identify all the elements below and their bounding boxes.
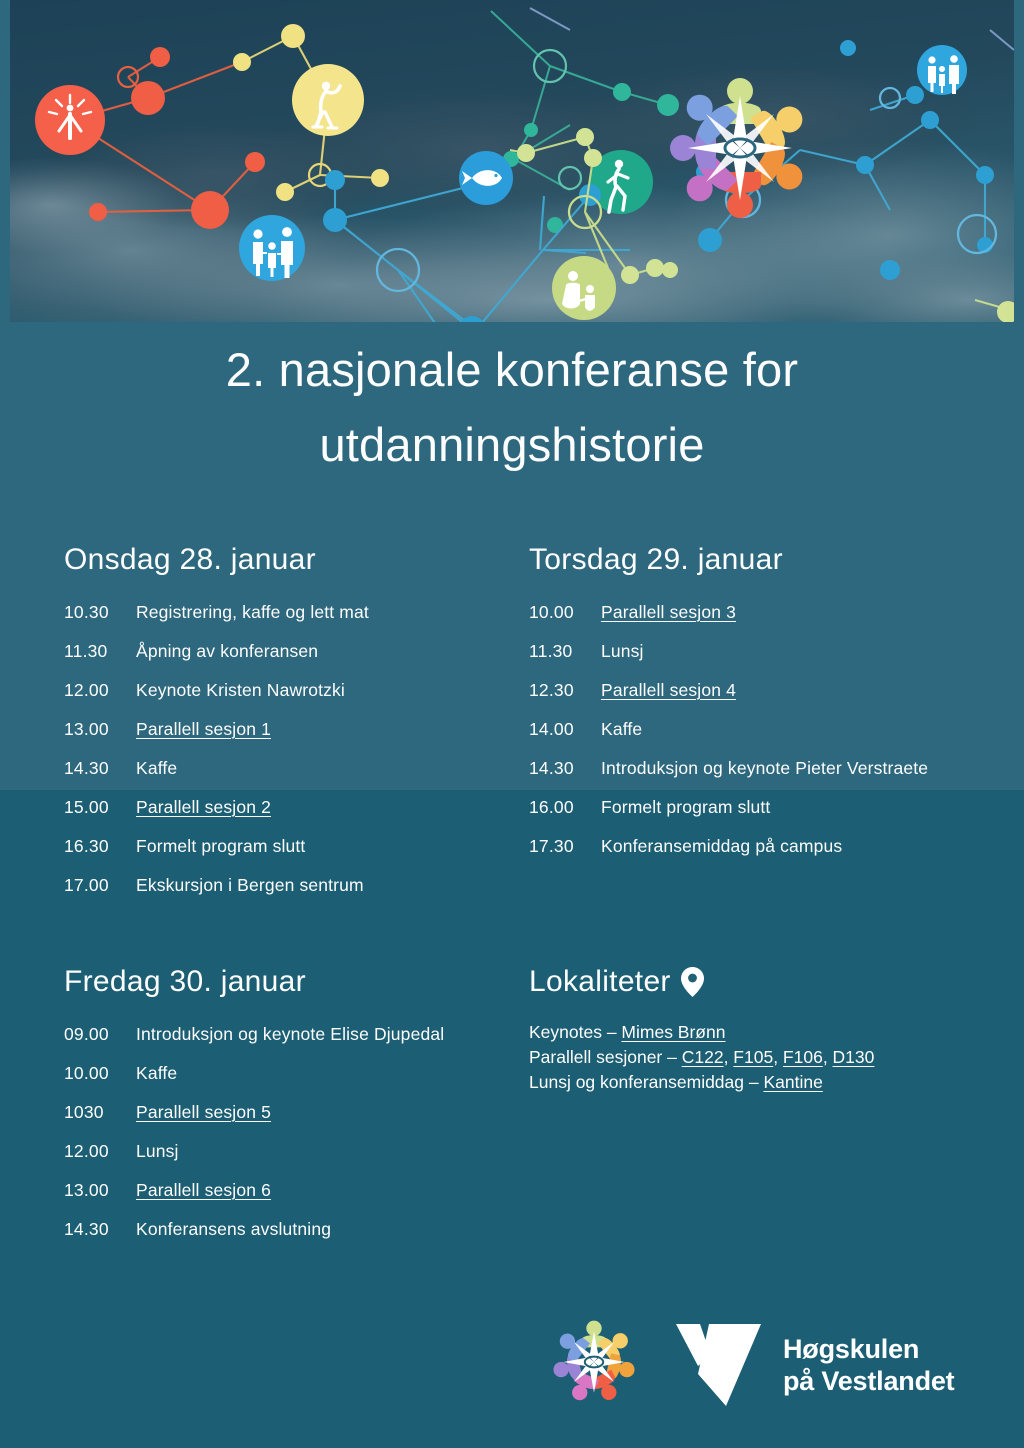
location-venue-link[interactable]: D130 <box>832 1047 875 1067</box>
hvl-v-logo-icon <box>676 1318 761 1411</box>
schedule-time: 13.00 <box>64 1180 109 1200</box>
schedule-row <box>64 1180 514 1200</box>
schedule-session-link[interactable]: Parallell sesjon 4 <box>601 680 736 700</box>
schedule-row <box>529 758 999 778</box>
hvl-logo-lockup <box>676 1318 954 1411</box>
footer-logos <box>548 1316 954 1413</box>
location-line <box>529 1070 999 1095</box>
schedule-entry-label: Kaffe <box>136 1063 178 1083</box>
schedule-list-thursday <box>529 602 999 856</box>
location-venue-link[interactable]: F106 <box>782 1047 823 1067</box>
schedule-row <box>529 641 999 661</box>
schedule-session-link[interactable]: Parallell sesjon 3 <box>601 602 736 622</box>
schedule-row <box>64 1219 514 1239</box>
schedule-row <box>64 836 514 856</box>
schedule-row <box>64 758 514 778</box>
schedule-session-link[interactable]: Parallell sesjon 6 <box>136 1180 271 1200</box>
schedule-session-link[interactable]: Parallell sesjon 2 <box>136 797 271 817</box>
day-title-friday: Fredag 30. januar <box>64 965 306 998</box>
schedule-row <box>64 1063 514 1083</box>
schedule-row <box>64 1024 514 1044</box>
day-title-wednesday: Onsdag 28. januar <box>64 543 316 576</box>
location-separator: , <box>723 1047 734 1067</box>
schedule-row <box>529 836 999 856</box>
locations-lines <box>529 1020 999 1095</box>
schedule-row <box>64 602 514 622</box>
schedule-row <box>64 719 514 739</box>
location-label: Keynotes – <box>529 1022 622 1042</box>
page-title <box>0 332 1024 482</box>
hvl-wordmark <box>783 1333 954 1397</box>
day-column-wednesday <box>64 543 514 914</box>
schedule-row <box>529 719 999 739</box>
locations-section <box>529 965 999 1095</box>
schedule-entry-label: Formelt program slutt <box>601 797 771 817</box>
schedule-time: 17.00 <box>64 875 109 895</box>
conference-compass-logo-icon <box>548 1316 640 1413</box>
schedule-time: 11.30 <box>64 641 108 661</box>
schedule-row <box>64 1141 514 1161</box>
schedule-entry-label: Lunsj <box>136 1141 179 1161</box>
locations-title-row <box>529 965 999 998</box>
schedule-row <box>64 797 514 817</box>
schedule-entry-label: Konferansens avslutning <box>136 1219 332 1239</box>
schedule-time: 14.30 <box>64 758 109 778</box>
schedule-time: 14.30 <box>64 1219 109 1239</box>
schedule-time: 10.30 <box>64 602 109 622</box>
schedule-entry-label: Lunsj <box>601 641 644 661</box>
schedule-entry-label: Registrering, kaffe og lett mat <box>136 602 369 622</box>
location-venue-link[interactable]: Kantine <box>763 1072 823 1092</box>
schedule-entry-label: Formelt program slutt <box>136 836 306 856</box>
schedule-entry-label: Kaffe <box>601 719 643 739</box>
schedule-time: 12.30 <box>529 680 574 700</box>
schedule-time: 09.00 <box>64 1024 109 1044</box>
schedule-entry-label: Åpning av konferansen <box>136 641 319 661</box>
day-column-thursday <box>529 543 999 875</box>
schedule-row <box>64 641 514 661</box>
day-title-thursday: Torsdag 29. januar <box>529 543 783 576</box>
schedule-row <box>64 1102 514 1122</box>
schedule-time: 11.30 <box>529 641 573 661</box>
schedule-entry-label: Introduksjon og keynote Elise Djupedal <box>136 1024 445 1044</box>
title-line-1: 2. nasjonale konferanse for <box>225 343 799 396</box>
schedule-time: 12.00 <box>64 1141 109 1161</box>
schedule-time: 14.00 <box>529 719 574 739</box>
schedule-entry-label: Keynote Kristen Nawrotzki <box>136 680 345 700</box>
schedule-session-link[interactable]: Parallell sesjon 5 <box>136 1102 271 1122</box>
location-separator: , <box>822 1047 833 1067</box>
schedule-time: 14.30 <box>529 758 574 778</box>
location-label: Parallell sesjoner – <box>529 1047 682 1067</box>
location-venue-link[interactable]: C122 <box>681 1047 724 1067</box>
schedule-time: 12.00 <box>64 680 109 700</box>
banner-network-graphic <box>10 0 1014 322</box>
schedule-time: 16.00 <box>529 797 574 817</box>
location-line <box>529 1045 999 1070</box>
map-pin-icon <box>681 967 704 997</box>
schedule-time: 16.30 <box>64 836 109 856</box>
schedule-time: 1030 <box>64 1102 104 1122</box>
day-column-friday <box>64 965 514 1258</box>
node-dancing-person <box>292 64 364 136</box>
schedule-time: 13.00 <box>64 719 109 739</box>
schedule-entry-label: Ekskursjon i Bergen sentrum <box>136 875 364 895</box>
schedule-entry-label: Introduksjon og keynote Pieter Verstraete <box>601 758 929 778</box>
schedule-list-wednesday <box>64 602 514 895</box>
schedule-time: 10.00 <box>64 1063 109 1083</box>
location-label: Lunsj og konferansemiddag – <box>529 1072 764 1092</box>
banner-illustration <box>10 0 1014 322</box>
location-separator: , <box>773 1047 783 1067</box>
hvl-wordmark-line2: på Vestlandet <box>783 1365 955 1396</box>
node-parent-child <box>552 256 616 320</box>
schedule-session-link[interactable]: Parallell sesjon 1 <box>136 719 271 739</box>
schedule-list-friday <box>64 1024 514 1239</box>
schedule-entry-label: Konferansemiddag på campus <box>601 836 843 856</box>
schedule-time: 15.00 <box>64 797 109 817</box>
schedule-row <box>64 680 514 700</box>
location-venue-link[interactable]: Mimes Brønn <box>621 1022 726 1042</box>
location-line <box>529 1020 999 1045</box>
title-line-2: utdanningshistorie <box>319 418 705 471</box>
schedule-time: 10.00 <box>529 602 574 622</box>
schedule-row <box>529 680 999 700</box>
schedule-row <box>64 875 514 895</box>
schedule-row <box>529 797 999 817</box>
schedule-entry-label: Kaffe <box>136 758 178 778</box>
location-venue-link[interactable]: F105 <box>733 1047 774 1067</box>
hvl-wordmark-line1: Høgskulen <box>783 1333 920 1364</box>
schedule-time: 17.30 <box>529 836 574 856</box>
schedule-row <box>529 602 999 622</box>
locations-title: Lokaliteter <box>529 965 671 998</box>
